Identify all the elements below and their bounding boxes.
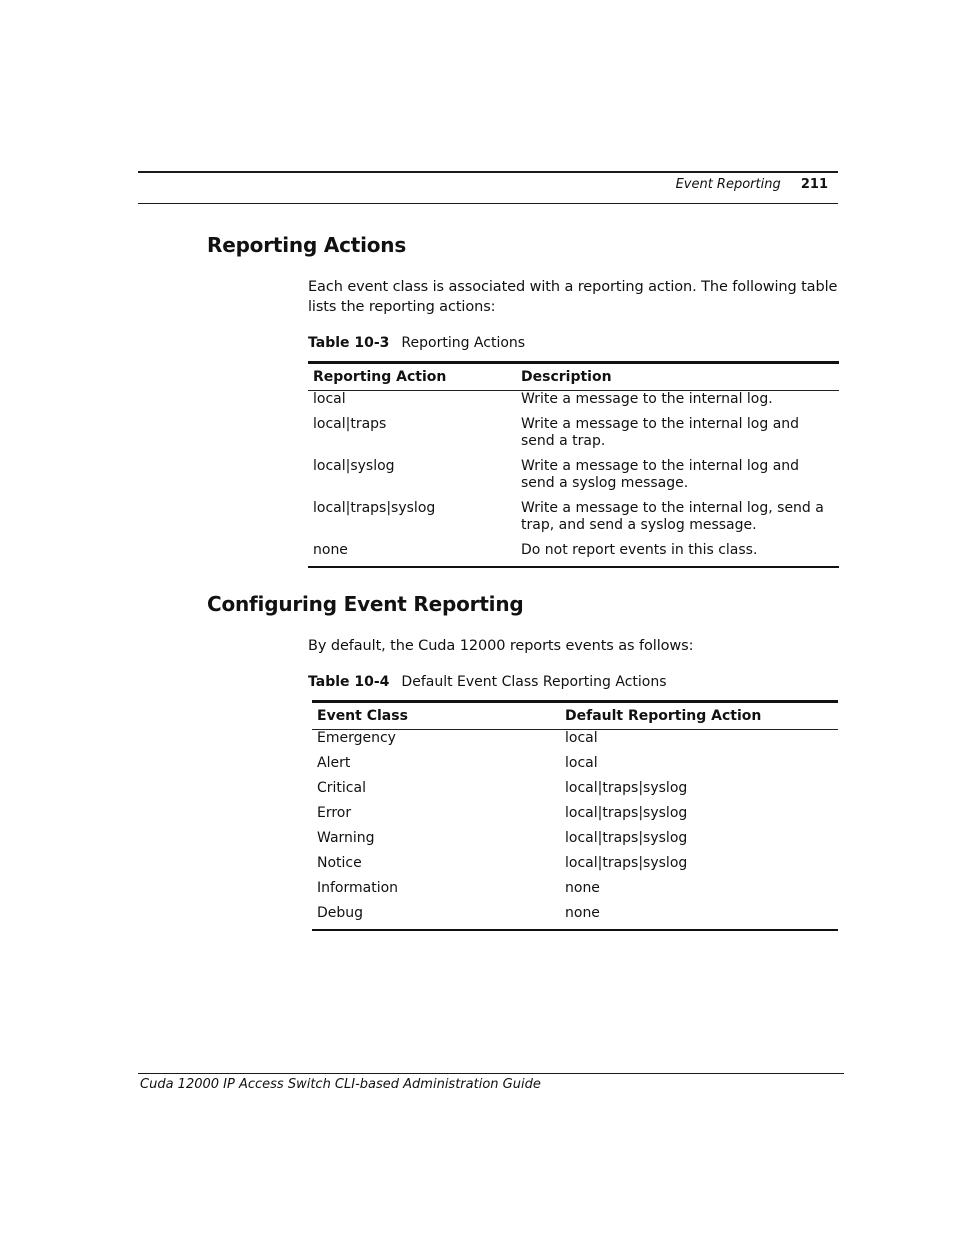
table-row: [308, 500, 839, 542]
table-header-row: [312, 702, 838, 730]
table-row: [308, 458, 839, 500]
table-row: [312, 830, 838, 855]
table-cell: none: [565, 880, 600, 896]
table-cell: Write a message to the internal log and send a trap.: [521, 416, 800, 449]
table-cell: local: [565, 755, 598, 771]
header-rule-top: [138, 171, 838, 173]
table-row: [308, 391, 839, 417]
table-cell: local|traps|syslog: [565, 830, 688, 846]
table-cell: Warning: [317, 830, 375, 846]
column-header: Reporting Action: [308, 363, 516, 391]
table-10-4-caption: [308, 674, 667, 690]
table-cell: Notice: [317, 855, 362, 871]
table-cell: local|traps|syslog: [565, 855, 688, 871]
table-row: [312, 880, 838, 905]
table-row: [312, 855, 838, 880]
footer-title: Cuda 12000 IP Access Switch CLI-based Administration Guide: [140, 1077, 541, 1092]
table-row: [312, 805, 838, 830]
table-cell: local: [565, 730, 598, 746]
footer-rule: [138, 1073, 844, 1074]
table-cell: Alert: [317, 755, 351, 771]
table-cell: local|traps|syslog: [565, 805, 688, 821]
table-row: [312, 730, 838, 756]
table-10-4-title: Default Event Class Reporting Actions: [401, 674, 667, 690]
table-cell: local|traps|syslog: [565, 780, 688, 796]
table-10-3-number: Table 10-3: [308, 335, 390, 351]
table-row: [308, 416, 839, 458]
table-header-row: [308, 363, 839, 391]
page-number: 211: [800, 177, 828, 192]
table-cell: Write a message to the internal log, send a trap, and send a syslog message.: [521, 500, 824, 533]
table-10-4-number: Table 10-4: [308, 674, 390, 690]
section-title-configuring-event-reporting: Configuring Event Reporting: [207, 592, 524, 616]
table-cell: local|traps|syslog: [313, 500, 436, 516]
table-cell: Debug: [317, 905, 364, 921]
table-cell: none: [313, 542, 348, 558]
table-cell: local|syslog: [313, 458, 395, 474]
running-header-section: Event Reporting: [675, 177, 781, 192]
table-cell: Emergency: [317, 730, 396, 746]
table-cell: Do not report events in this class.: [521, 542, 758, 558]
header-rule-bottom: [138, 203, 838, 204]
section1-body: Each event class is associated with a reporting action. The following table lists the reporting actions:: [308, 279, 838, 315]
table-10-3-title: Reporting Actions: [401, 335, 526, 351]
table-cell: Write a message to the internal log and send a syslog message.: [521, 458, 800, 491]
column-header: Event Class: [312, 702, 560, 730]
table-cell: Critical: [317, 780, 366, 796]
table-10-3-caption: [308, 335, 525, 351]
table-cell: none: [565, 905, 600, 921]
column-header: Default Reporting Action: [560, 702, 838, 730]
table-row: [308, 542, 839, 567]
section-title-reporting-actions: Reporting Actions: [207, 233, 407, 257]
table-row: [312, 780, 838, 805]
table-cell: Information: [317, 880, 399, 896]
column-header: Description: [516, 363, 839, 391]
table-cell: Error: [317, 805, 352, 821]
table-cell: local: [313, 391, 346, 407]
table-row: [312, 905, 838, 930]
section2-body: By default, the Cuda 12000 reports events as follows:: [308, 638, 694, 654]
default-event-class-table: [312, 700, 838, 931]
reporting-actions-table: [308, 361, 839, 568]
running-header: [600, 177, 828, 192]
table-cell: local|traps: [313, 416, 387, 432]
table-row: [312, 755, 838, 780]
table-cell: Write a message to the internal log.: [521, 391, 773, 407]
